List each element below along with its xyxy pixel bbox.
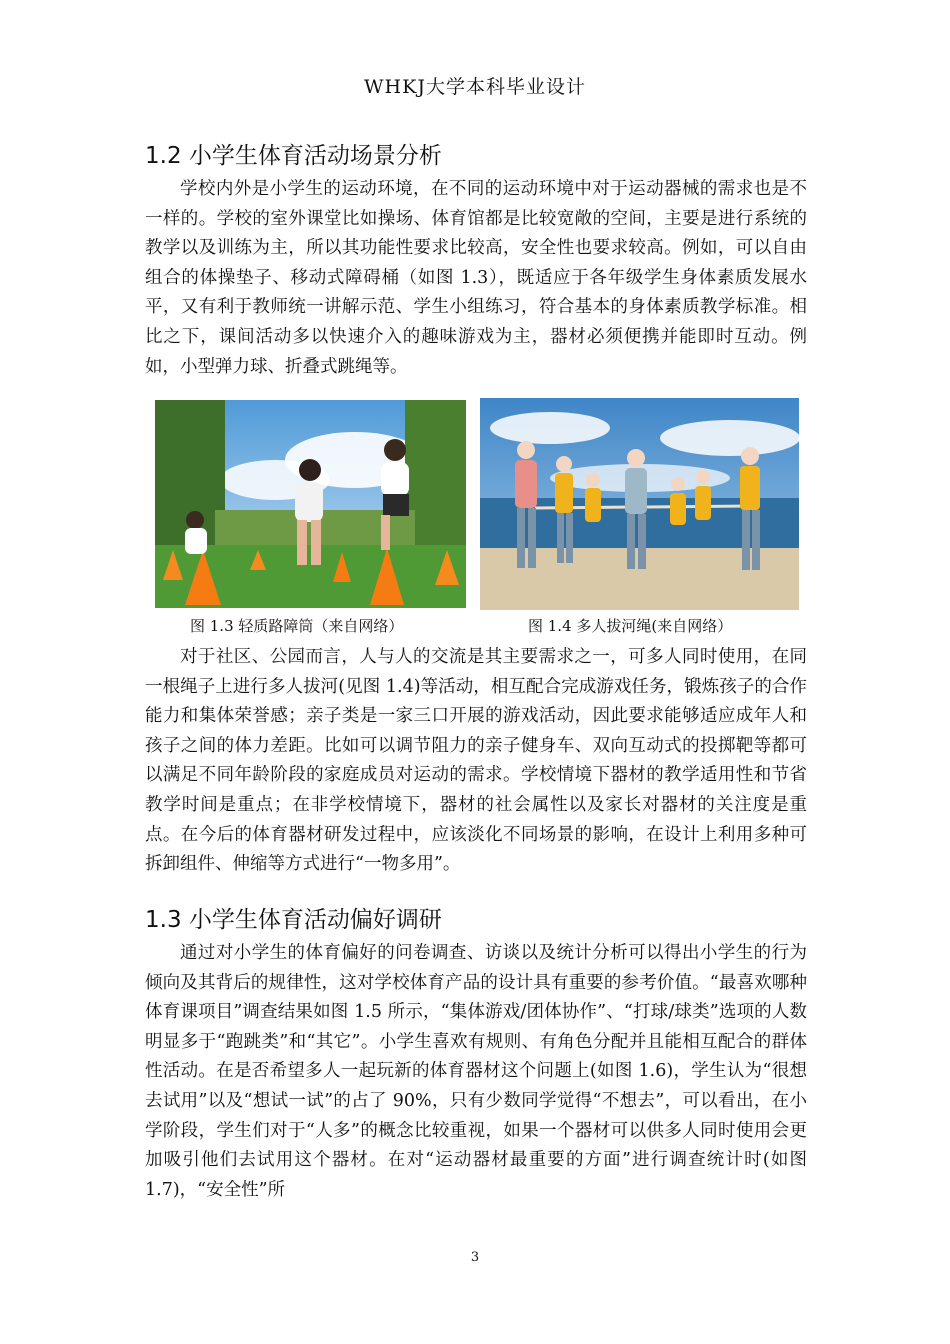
header-rule xyxy=(145,104,807,105)
paragraph-2: 对于社区、公园而言，人与人的交流是其主要需求之一，可多人同时使用，在同一根绳子上进行多人拔河(见图 1.4)等活动，相互配合完成游戏任务，锻炼孩子的合作能力和集体荣誉感；亲子类是一家三口开展的游戏活动，因此要求能够适应成年人和孩子之间的体力差距。比如可以调节阻力的亲子健身车、双向互动式的投掷靶等都可以满足不同年龄阶段的家庭成员对运动的需求。学校情境下器材的教学适用性和节省教学时间是重点；在非学校情境下，器材的社会属性以及家长对器材的关注度是重点。在今后的体育器材研发过程中，应该淡化不同场景的影响，在设计上利用多种可拆卸组件、伸缩等方式进行“一物多用”。 xyxy=(145,647,807,875)
paragraph-1: 学校内外是小学生的运动环境，在不同的运动环境中对于运动器械的需求也是不一样的。学校的室外课堂比如操场、体育馆都是比较宽敞的空间，主要是进行系统的教学以及训练为主，所以其功能性要求比较高，安全性也要求较高。例如，可以自由组合的体操垫子、移动式障碍桶（如图 1.3），既适应于各年级学生身体素质发展水平，又有利于教师统一讲解示范、学生小组练习，符合基本的身体素质教学标准。相比之下，课间活动多以快速介入的趣味游戏为主，器材必须便携并能即时互动。例如，小型弹力球、折叠式跳绳等。 xyxy=(145,179,807,377)
section-heading-1-2: 1.2 小学生体育活动场景分析 xyxy=(145,143,442,169)
figure-1-4-photo xyxy=(480,398,799,610)
section-heading-1-3: 1.3 小学生体育活动偏好调研 xyxy=(145,907,442,933)
figure-1-4-caption: 图 1.4 多人拔河绳(来自网络） xyxy=(528,617,733,635)
figure-1-3-caption: 图 1.3 轻质路障筒（来自网络） xyxy=(190,617,404,635)
page-number: 3 xyxy=(470,1250,480,1265)
paragraph-3: 通过对小学生的体育偏好的问卷调查、访谈以及统计分析可以得出小学生的行为倾向及其背后的规律性，这对学校体育产品的设计具有重要的参考价值。“最喜欢哪种体育课项目”调查结果如图 1.5 所示，“集体游戏/团体协作”、“打球/球类”选项的人数明显多于“跑跳类”和“其它”。小学生喜欢有规则、有角色分配并且能相互配合的群体性活动。在是否希望多人一起玩新的体育器材这个问题上(如图 1.6)，学生认为“很想去试用”以及“想试一试”的占了 90%，只有少数同学觉得“不想去”，可以看出，在小学阶段，学生们对于“人多”的概念比较重视，如果一个器材可以供多人同时使用会更加吸引他们去试用这个器材。在对“运动器材最重要的方面”进行调查统计时(如图 1.7)，“安全性”所 xyxy=(145,943,807,1200)
page-header: WHKJ大学本科毕业设计 xyxy=(364,76,586,98)
figure-1-3-photo xyxy=(155,400,466,608)
